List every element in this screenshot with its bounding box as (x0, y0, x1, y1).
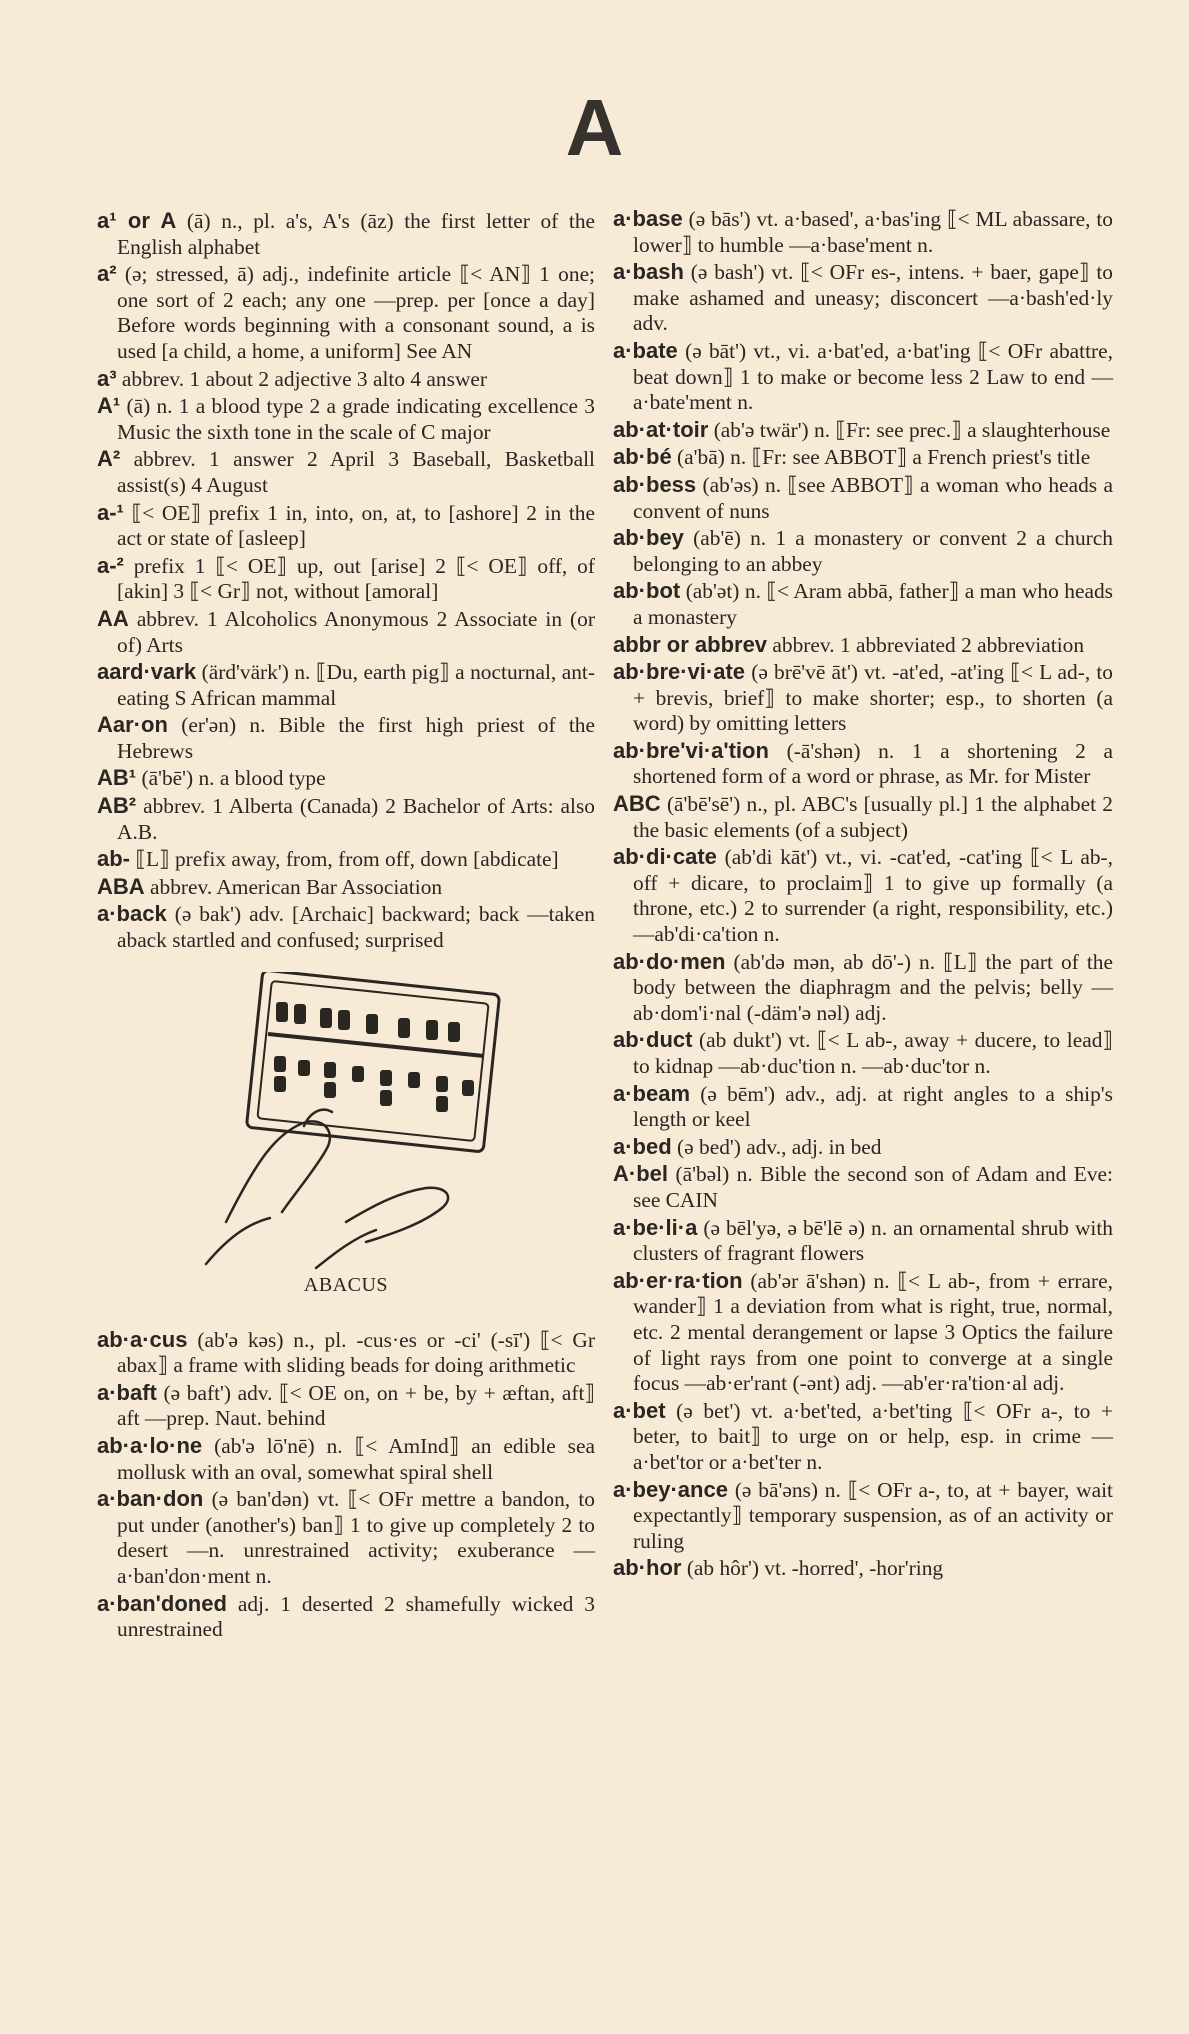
entry-AA (97, 606, 595, 658)
entry-ABC (613, 791, 1113, 843)
definition: (ab'ē) n. 1 a monastery or convent 2 a church belonging to an abbey (633, 526, 1113, 576)
entry-abase (613, 206, 1113, 258)
entry-a-2 (97, 261, 595, 364)
entry-a-prefix-2 (97, 553, 595, 605)
headword: a-² (97, 552, 124, 578)
definition: (ab'ər ā'shən) n. ⟦< L ab-, from + errare, wander⟧ 1 a deviation from what is right, true, normal, etc. 2 mental derangement or lapse 3 Optics the failure of light rays from one point to converge at a single focus —ab·er'rant (-ənt) adj. —ab'er·ra'tion·al adj. (633, 1268, 1113, 1396)
entry-abash (613, 259, 1113, 337)
entry-abed (613, 1134, 1113, 1161)
headword: a·bed (613, 1133, 672, 1159)
figure-caption: ABACUS (303, 1273, 389, 1296)
headword: abbr or abbrev (613, 631, 768, 657)
entry-abbreviate (613, 659, 1113, 737)
headword: ab·bess (613, 471, 697, 497)
headword: ABC (613, 791, 661, 817)
definition: (ab dukt') vt. ⟦< L ab-, away + ducere, to lead⟧ to kidnap —ab·duc'tion n. —ab·duc'tor n. (633, 1028, 1113, 1078)
headword: AA (97, 605, 129, 631)
entry-aaron (97, 712, 595, 764)
definition: (ə bās') vt. a·based', a·bas'ing ⟦< ML abassare, to lower⟧ to humble —a·base'ment n. (633, 207, 1113, 257)
headword: ab·do·men (613, 948, 726, 974)
headword: ab·di·cate (613, 844, 717, 870)
entry-abbe (613, 444, 1113, 471)
entry-abbr (613, 632, 1113, 659)
entry-abduct (613, 1027, 1113, 1079)
definition: abbrev. 1 about 2 adjective 3 alto 4 answer (121, 366, 488, 391)
definition: (ə bak') adv. [Archaic] backward; back —taken aback startled and confused; surprised (117, 902, 595, 953)
page-letter-heading: A (565, 83, 624, 172)
definition: (ab'ə twär') n. ⟦Fr: see prec.⟧ a slaughterhouse (713, 417, 1111, 442)
definition: abbrev. 1 abbreviated 2 abbreviation (772, 632, 1085, 657)
definition: (ab'əs) n. ⟦see ABBOT⟧ a woman who heads a convent of nuns (633, 472, 1113, 523)
definition: (a'bā) n. ⟦Fr: see ABBOT⟧ a French priest's title (677, 445, 1091, 470)
headword: a·bet (613, 1397, 666, 1423)
headword: a¹ or A (97, 208, 177, 233)
definition: (ə bed') adv., adj. in bed (677, 1134, 882, 1159)
entry-abattoir (613, 417, 1113, 444)
entry-aberration (613, 1268, 1113, 1397)
headword: a·base (613, 206, 683, 231)
definition: (ab'ə lō'nē) n. ⟦< AmInd⟧ an edible sea mollusk with an oval, somewhat spiral shell (117, 1434, 595, 1484)
headword: A² (97, 446, 121, 472)
entry-abdomen (613, 949, 1113, 1027)
definition: (ā'bəl) n. Bible the second son of Adam and Eve: see CAIN (633, 1162, 1113, 1212)
definition: ⟦L⟧ prefix away, from, from off, down [abdicate] (135, 847, 559, 872)
headword: AB¹ (97, 765, 137, 791)
headword: ab·bre'vi·a'tion (613, 737, 769, 763)
entry-AB-2 (97, 793, 595, 845)
entry-abalone (97, 1433, 595, 1485)
definition: (ə brē'vē āt') vt. -at'ed, -at'ing ⟦< L ad-, to + brevis, brief⟧ to make shorter; esp., to shorten (a word) by omitting letters (633, 660, 1113, 736)
abacus-figure (97, 972, 595, 1297)
entry-abbot (613, 578, 1113, 630)
right-column (613, 206, 1113, 1583)
headword: ab·bot (613, 578, 681, 604)
definition: (-ā'shən) n. 1 a shortening 2 a shortened form of a word or phrase, as Mr. for Mister (633, 738, 1113, 789)
entry-abeam (613, 1081, 1113, 1133)
entry-A-2 (97, 446, 595, 498)
headword: Aar·on (97, 712, 168, 738)
entry-abbreviation (613, 738, 1113, 790)
entry-ABA (97, 874, 595, 901)
headword: ab·er·ra·tion (613, 1267, 743, 1293)
definition: (er'ən) n. Bible the first high priest of the Hebrews (117, 713, 595, 763)
definition: (ā'bē'sē') n., pl. ABC's [usually pl.] 1 the alphabet 2 the basic elements (of a subject) (633, 792, 1113, 842)
definition: (ā) n., pl. a's, A's (āz) the first letter of the English alphabet (117, 209, 596, 259)
headword: a-¹ (97, 499, 124, 525)
headword: a·be·li·a (613, 1214, 698, 1240)
definition: (ab'də mən, ab dō'-) n. ⟦L⟧ the part of the body between the diaphragm and the pelvis; belly —ab·dom'i·nal (-däm'ə nəl) adj. (633, 949, 1113, 1025)
entry-abate (613, 338, 1113, 416)
headword: ab·a·lo·ne (97, 1433, 203, 1458)
entry-abel (613, 1161, 1113, 1213)
entry-abhor (613, 1555, 1113, 1582)
entry-A-1 (97, 393, 595, 445)
entry-a-prefix-1 (97, 500, 595, 552)
definition: (ā'bē') n. a blood type (141, 766, 326, 791)
definition: (ā) n. 1 a blood type 2 a grade indicating excellence 3 Music the sixth tone in the scale of C major (117, 394, 595, 444)
definition: (ə ban'dən) vt. ⟦< OFr mettre a bandon, to put under (another's) ban⟧ 1 to give up completely 2 to desert —n. unrestrained activity; exuberance —a·ban'don·ment n. (117, 1487, 595, 1588)
headword: a·bey·ance (613, 1476, 728, 1502)
definition: (ab hôr') vt. -horred', -hor'ring (686, 1556, 944, 1581)
entry-abacus (97, 1327, 595, 1379)
definition: (ärd'värk') n. ⟦Du, earth pig⟧ a nocturnal, ant-eating S African mammal (117, 660, 595, 710)
definition: (ə bēm') adv., adj. at right angles to a ship's length or keel (633, 1081, 1113, 1132)
definition: abbrev. 1 Alberta (Canada) 2 Bachelor of Arts: also A.B. (117, 794, 595, 844)
definition: adj. 1 deserted 2 shamefully wicked 3 unrestrained (117, 1591, 595, 1642)
headword: ab·hor (613, 1555, 682, 1581)
abacus-illustration (186, 972, 506, 1272)
headword: ab·a·cus (97, 1326, 188, 1352)
definition: (ə bāt') vt., vi. a·bat'ed, a·bat'ing ⟦< OFr abattre, beat down⟧ 1 to make or become less 2 Law to end —a·bate'ment n. (633, 338, 1113, 415)
headword: aard·vark (97, 659, 197, 685)
entry-AB-1 (97, 765, 595, 792)
definition: (ə baft') adv. ⟦< OE on, on + be, by + æftan, aft⟧ aft —prep. Naut. behind (117, 1380, 595, 1431)
headword: ab·duct (613, 1027, 693, 1053)
definition: (ə bā'əns) n. ⟦< OFr a-, to, at + bayer, wait expectantly⟧ temporary suspension, as of an activity or ruling (633, 1477, 1113, 1553)
headword: ABA (97, 873, 145, 899)
headword: A¹ (97, 393, 121, 419)
entry-abandon (97, 1486, 595, 1589)
entry-a-1 (97, 208, 595, 260)
headword: a³ (97, 365, 117, 391)
headword: a·baft (97, 1379, 157, 1405)
entry-aardvark (97, 659, 595, 711)
definition: (ə bēl'yə, ə bē'lē ə) n. an ornamental shrub with clusters of fragrant flowers (633, 1215, 1113, 1266)
headword: AB² (97, 793, 137, 819)
headword: a·back (97, 901, 167, 927)
headword: ab·at·toir (613, 416, 709, 442)
entry-abbess (613, 472, 1113, 524)
headword: a·ban'doned (97, 1590, 227, 1616)
definition: (ə bet') vt. a·bet'ted, a·bet'ting ⟦< OFr a-, to + beter, to bait⟧ to urge on or help, esp. in crime —a·bet'tor or a·bet'ter n. (633, 1398, 1113, 1474)
headword: a² (97, 261, 117, 287)
entry-aback (97, 901, 595, 953)
headword: a·bate (613, 337, 678, 363)
entry-abdicate (613, 844, 1113, 947)
headword: ab·bre·vi·ate (613, 659, 746, 685)
headword: A·bel (613, 1161, 668, 1187)
entry-a-3 (97, 366, 595, 393)
headword: a·ban·don (97, 1486, 204, 1512)
headword: a·beam (613, 1080, 691, 1106)
definition: abbrev. 1 Alcoholics Anonymous 2 Associate in (or of) Arts (117, 606, 595, 657)
headword: ab·bey (613, 525, 684, 551)
definition: (ab'ə kəs) n., pl. -cus·es or -ci' (-sī') ⟦< Gr abax⟧ a frame with sliding beads for doing arithmetic (117, 1327, 595, 1378)
headword: ab·bé (613, 444, 672, 470)
entry-abandoned (97, 1591, 595, 1643)
definition: abbrev. 1 answer 2 April 3 Baseball, Basketball assist(s) 4 August (117, 447, 595, 497)
headword: a·bash (613, 259, 684, 285)
entry-abaft (97, 1380, 595, 1432)
definition: (ab'ət) n. ⟦< Aram abbā, father⟧ a man who heads a monastery (633, 579, 1113, 629)
entry-abeyance (613, 1477, 1113, 1555)
definition: prefix 1 ⟦< OE⟧ up, out [arise] 2 ⟦< OE⟧ off, of [akin] 3 ⟦< Gr⟧ not, without [amoral] (117, 553, 595, 604)
definition: (ə; stressed, ā) adj., indefinite article ⟦< AN⟧ 1 one; one sort of 2 each; any one —prep. per [once a day] Before words beginning with a consonant sound, a is used [a child, a home, a uniform] See AN (117, 262, 596, 363)
headword: ab- (97, 846, 130, 872)
left-column (97, 208, 595, 1644)
definition: (ab'di kāt') vt., vi. -cat'ed, -cat'ing ⟦< L ab-, off + dicare, to proclaim⟧ 1 to give up formally (a throne, etc.) 2 to surrender (a right, responsibility, etc.) —ab'di·ca'tion n. (633, 845, 1113, 947)
entry-abelia (613, 1215, 1113, 1267)
definition: abbrev. American Bar Association (150, 874, 443, 899)
entry-abet (613, 1398, 1113, 1476)
entry-abbey (613, 525, 1113, 577)
entry-ab-prefix (97, 846, 595, 873)
definition: (ə bash') vt. ⟦< OFr es-, intens. + baer, gape⟧ to make ashamed and uneasy; disconcert —a·bash'ed·ly adv. (633, 260, 1113, 336)
definition: ⟦< OE⟧ prefix 1 in, into, on, at, to [ashore] 2 in the act or state of [asleep] (117, 500, 595, 551)
